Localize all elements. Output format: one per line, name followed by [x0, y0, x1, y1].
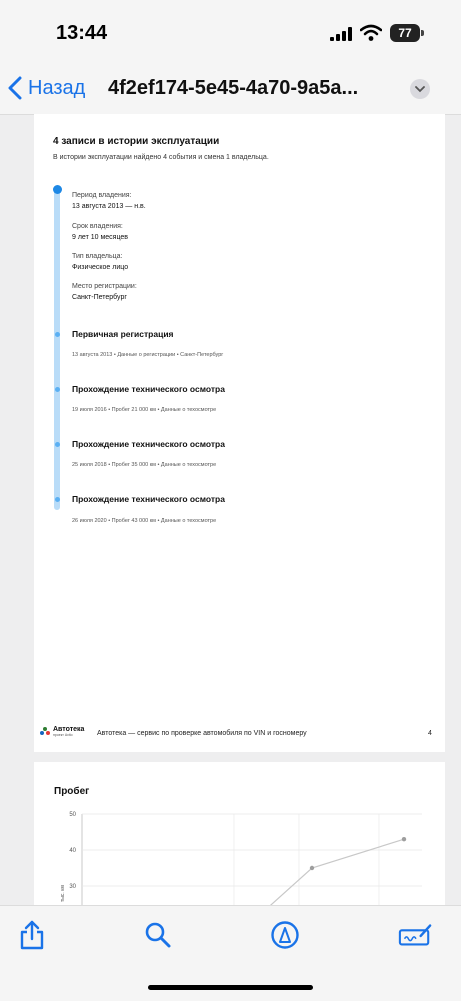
footer-text: Автотека — сервис по проверке автомобиля по VIN и госномеру — [97, 730, 307, 737]
history-heading: 4 записи в истории эксплуатации — [53, 136, 220, 147]
owner-period-value: 13 августа 2013 — н.в. — [72, 203, 146, 210]
timeline-event-dot — [55, 387, 60, 392]
data-point — [310, 866, 314, 870]
data-point — [402, 837, 406, 841]
mileage-chart — [34, 762, 445, 912]
logo-mark-icon — [40, 727, 50, 737]
sign-icon — [398, 922, 432, 948]
chevron-left-icon — [8, 76, 22, 100]
timeline-bar — [54, 190, 60, 510]
history-subheading: В истории эксплуатации найдено 4 события и смена 1 владельца. — [53, 154, 269, 161]
event-title: Прохождение технического осмотра — [72, 384, 225, 394]
y-tick-label: 50 — [69, 812, 76, 818]
owner-type-label: Тип владельца: — [72, 253, 123, 260]
navigation-bar — [0, 64, 461, 115]
timeline-event-dot — [55, 497, 60, 502]
event-meta: 25 июля 2018 • Пробег 35 000 км • Данные о техосмотре — [72, 462, 217, 468]
chevron-down-icon — [415, 86, 425, 93]
owner-period-label: Период владения: — [72, 192, 132, 199]
markup-icon — [270, 920, 300, 950]
home-indicator — [148, 985, 313, 990]
document-title[interactable]: 4f2ef174-5e45-4a70-9a5a... — [108, 77, 359, 99]
registration-place-label: Место регистрации: — [72, 283, 137, 290]
event-title: Прохождение технического осмотра — [72, 439, 225, 449]
markup-button[interactable] — [268, 918, 302, 952]
title-menu-button[interactable] — [410, 79, 430, 99]
pdf-page-5 — [34, 762, 445, 912]
back-button[interactable] — [8, 76, 85, 100]
timeline-owner-dot — [53, 185, 62, 194]
search-button[interactable] — [141, 918, 175, 952]
status-time: 13:44 — [56, 22, 108, 44]
logo-text: Автотека — [53, 726, 85, 733]
battery-icon: 77 — [390, 24, 420, 42]
owner-duration-label: Срок владения: — [72, 223, 123, 230]
avtoteka-logo — [40, 726, 84, 737]
event-title: Первичная регистрация — [72, 329, 174, 339]
event-meta: 26 июля 2020 • Пробег 43 000 км • Данные о техосмотре — [72, 518, 217, 524]
logo-subtext: проект Avito — [53, 733, 73, 737]
wifi-icon — [360, 24, 382, 42]
timeline-event-dot — [55, 332, 60, 337]
y-tick-label: 30 — [69, 884, 76, 890]
chart-title: Пробег — [54, 786, 90, 797]
event-meta: 19 июля 2016 • Пробег 21 000 км • Данные о техосмотре — [72, 407, 217, 413]
back-label: Назад — [28, 76, 86, 99]
pdf-page-4 — [34, 114, 445, 752]
page-number: 4 — [428, 730, 432, 737]
cellular-signal-icon — [330, 27, 352, 41]
timeline-event-dot — [55, 442, 60, 447]
event-meta: 13 августа 2013 • Данные о регистрации • Санкт-Петербург — [72, 352, 224, 358]
status-bar — [0, 0, 461, 64]
owner-duration-value: 9 лет 10 месяцев — [72, 234, 129, 241]
search-icon — [144, 921, 172, 949]
battery-tip — [421, 30, 424, 36]
share-button[interactable] — [15, 918, 49, 952]
y-tick-label: 40 — [69, 848, 76, 854]
sign-button[interactable] — [398, 918, 432, 952]
share-icon — [19, 920, 45, 950]
owner-type-value: Физическое лицо — [72, 264, 129, 271]
registration-place-value: Санкт-Петербург — [72, 294, 127, 301]
y-axis-label: тыс. км — [60, 885, 66, 902]
page-footer — [40, 726, 435, 742]
event-title: Прохождение технического осмотра — [72, 494, 225, 504]
